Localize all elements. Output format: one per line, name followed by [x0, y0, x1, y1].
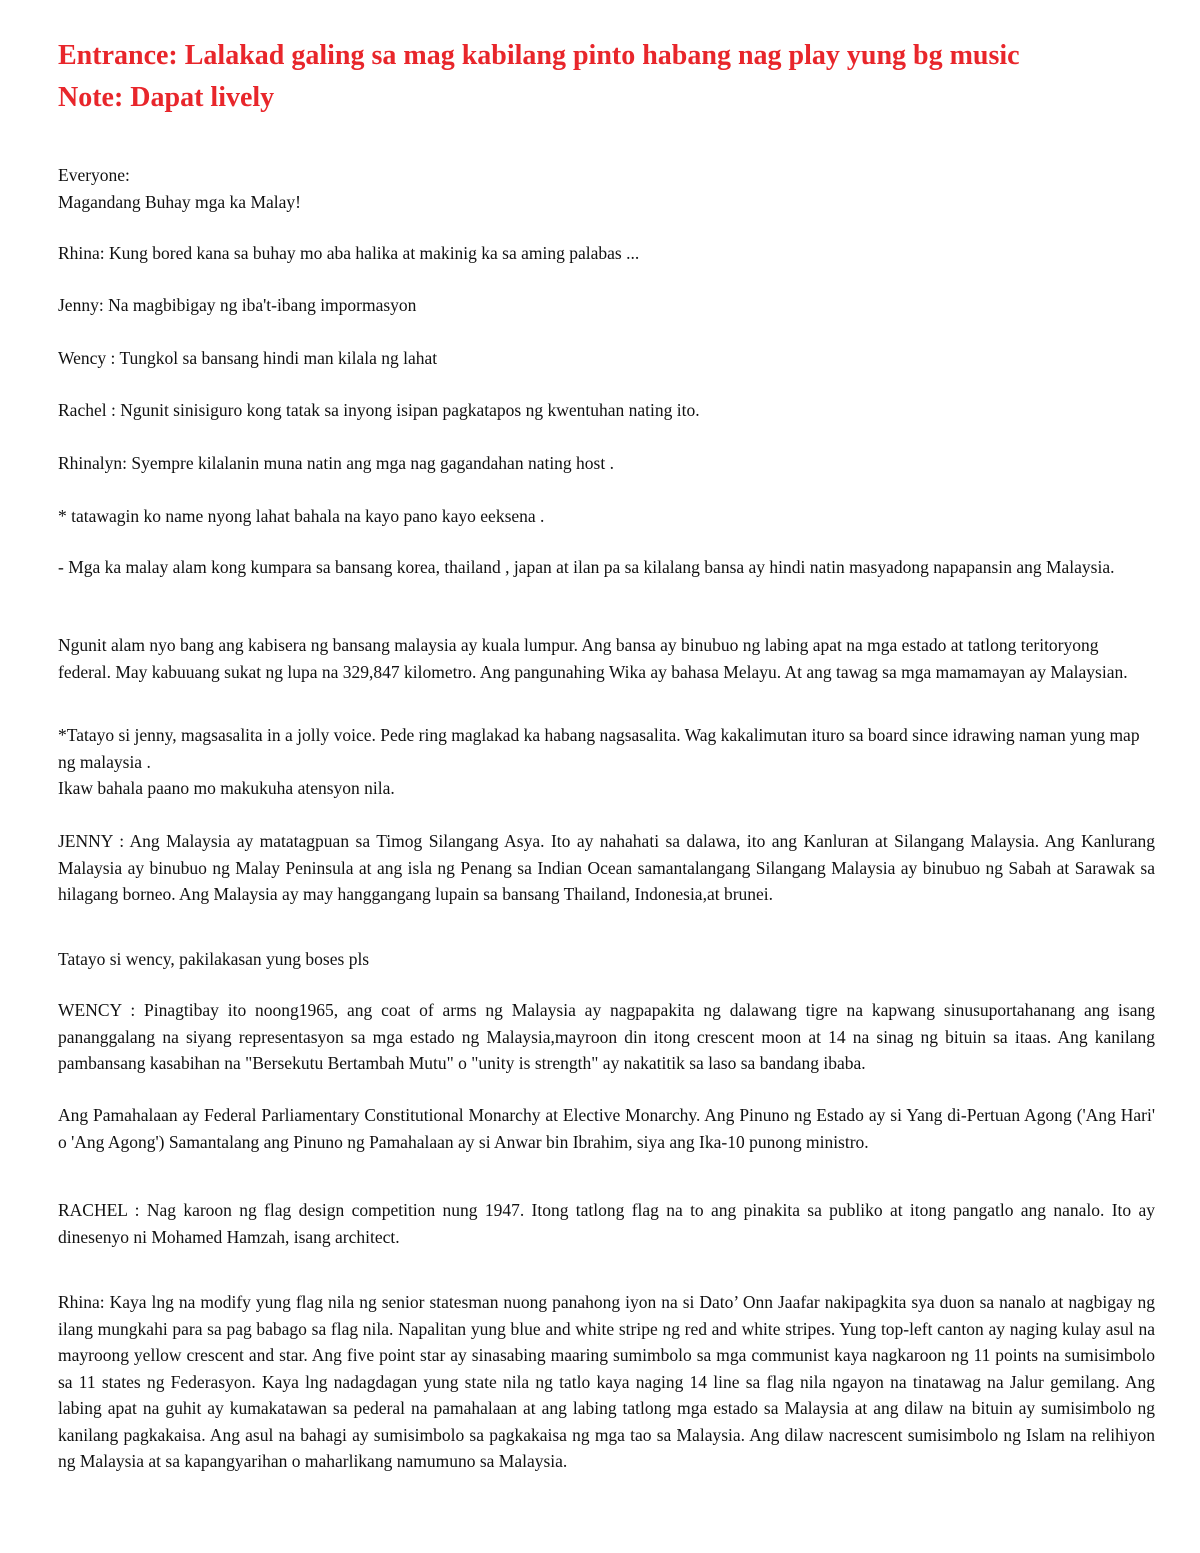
wency-direction: Tatayo si wency, pakilakasan yung boses pls: [58, 949, 370, 969]
names-direction: * tatawagin ko name nyong lahat bahala na kayo pano kayo eeksena .: [58, 506, 545, 526]
note-heading: Note: Dapat lively: [58, 82, 275, 113]
rhina-line-1: Rhina: Kung bored kana sa buhay mo aba halika at makinig ka sa aming palabas ...: [58, 243, 640, 263]
government-paragraph: Ang Pamahalaan ay Federal Parliamentary Constitutional Monarchy at Elective Monarchy. Ang Pinuno ng Estado ay si Yang di-Pertuan Agong ('Ang Hari' o 'Ang Agong') Samantalang ang Pinuno ng Pamahalaan ay si Anwar bin Ibrahim, siya ang Ika-10 punong ministro.: [58, 1105, 1155, 1152]
jenny-line-1: Jenny: Na magbibigay ng iba't-ibang impormasyon: [58, 295, 417, 315]
entrance-heading: Entrance: Lalakad galing sa mag kabilang pinto habang nag play yung bg music: [58, 40, 1020, 71]
jenny-direction: *Tatayo si jenny, magsasalita in a jolly voice. Pede ring maglakad ka habang nagsasalita. Wag kakalimutan ituro sa board since idrawing naman yung map ng malaysia .: [58, 725, 1140, 772]
capital-paragraph: Ngunit alam nyo bang ang kabisera ng bansang malaysia ay kuala lumpur. Ang bansa ay binubuo ng labing apat na mga estado at tatlong teritoryong federal. May kabuuang sukat ng lupa na 329,847 kilometro. Ang pangunahing Wika ay bahasa Melayu. At ang tawag sa mga mamamayan ay Malaysian.: [58, 635, 1128, 682]
rhina-line-2: Rhina: Kaya lng na modify yung flag nila ng senior statesman nuong panahong iyon na si Dato’ Onn Jaafar nakipagkita sya duon sa nanalo at nagbigay ng ilang mungkahi para sa pag babago sa flag nila. Napalitan yung blue and white stripe ng red and white stripes. Yung top-left canton ay naging kulay asul na mayroong yellow crescent and star. Ang five point star ay sinasabing maaring sumimbolo sa mga communist kaya nagkaroon ng 11 points na sumisimbolo sa 11 states ng Federasyon. Kaya lng nadagdagan yung state nila ng tatlo kaya naging 14 line sa flag nila ngayon na tinatawag na Jalur gemilang. Ang labing apat na guhit ay kumakatawan sa pederal na pamahalaan at ang labing tatlong mga estado sa Malaysia at ang dilaw na bituin ay sumisimbolo ng kanilang pagkakaisa. Ang asul na bahagi ay sumisimbolo sa pagkakaisa ng mga tao sa Malaysia. Ang dilaw nacrescent sumisimbolo ng Islam na relihiyon ng Malaysia at sa kapangyarihan o maharlikang namumuno sa Malaysia.: [58, 1292, 1155, 1471]
everyone-speaker: Everyone:: [58, 165, 130, 185]
rachel-line-1: Rachel : Ngunit sinisiguro kong tatak sa inyong isipan pagkatapos ng kwentuhan nating ito.: [58, 400, 700, 420]
wency-line-1: Wency : Tungkol sa bansang hindi man kilala ng lahat: [58, 348, 438, 368]
jenny-line-2: JENNY : Ang Malaysia ay matatagpuan sa Timog Silangang Asya. Ito ay nahahati sa dalawa, ito ang Kanluran at Silangang Malaysia. Ang Kanlurang Malaysia ay binubuo ng Malay Peninsula at ang isla ng Penang sa Indian Ocean samantalangang Silangang Malaysia ay binubuo ng Sabah at Sarawak sa hilagang borneo. Ang Malaysia ay may hanggangang lupain sa bansang Thailand, Indonesia,at brunei.: [58, 831, 1155, 904]
everyone-line: Magandang Buhay mga ka Malay!: [58, 191, 301, 212]
everyone-block: [58, 162, 1155, 215]
rachel-line-2: RACHEL : Nag karoon ng flag design competition nung 1947. Itong tatlong flag na to ang pinakita sa publiko at itong pangatlo ang nanalo. Ito ay dinesenyo ni Mohamed Hamzah, isang architect.: [58, 1200, 1155, 1247]
jenny-direction-2: Ikaw bahala paano mo makukuha atensyon nila.: [58, 778, 395, 798]
jenny-direction-block: [58, 722, 1155, 802]
intro-paragraph: - Mga ka malay alam kong kumpara sa bansang korea, thailand , japan at ilan pa sa kilalang bansa ay hindi natin masyadong napapansin ang Malaysia.: [58, 557, 1115, 577]
rhinalyn-line-1: Rhinalyn: Syempre kilalanin muna natin ang mga nag gagandahan nating host .: [58, 453, 614, 473]
wency-line-2: WENCY : Pinagtibay ito noong1965, ang coat of arms ng Malaysia ay nagpapakita ng dalawang tigre na kapwang sinusuportahanang ang isang pananggalang na siyang representasyon sa mga estado ng Malaysia,mayroon din itong crescent moon at 14 na sinag ng bituin sa itaas. Ang kanilang pambansang kasabihan na "Bersekutu Bertambah Mutu" o "unity is strength" ay nakatitik sa laso sa bandang ibaba.: [58, 1000, 1155, 1073]
